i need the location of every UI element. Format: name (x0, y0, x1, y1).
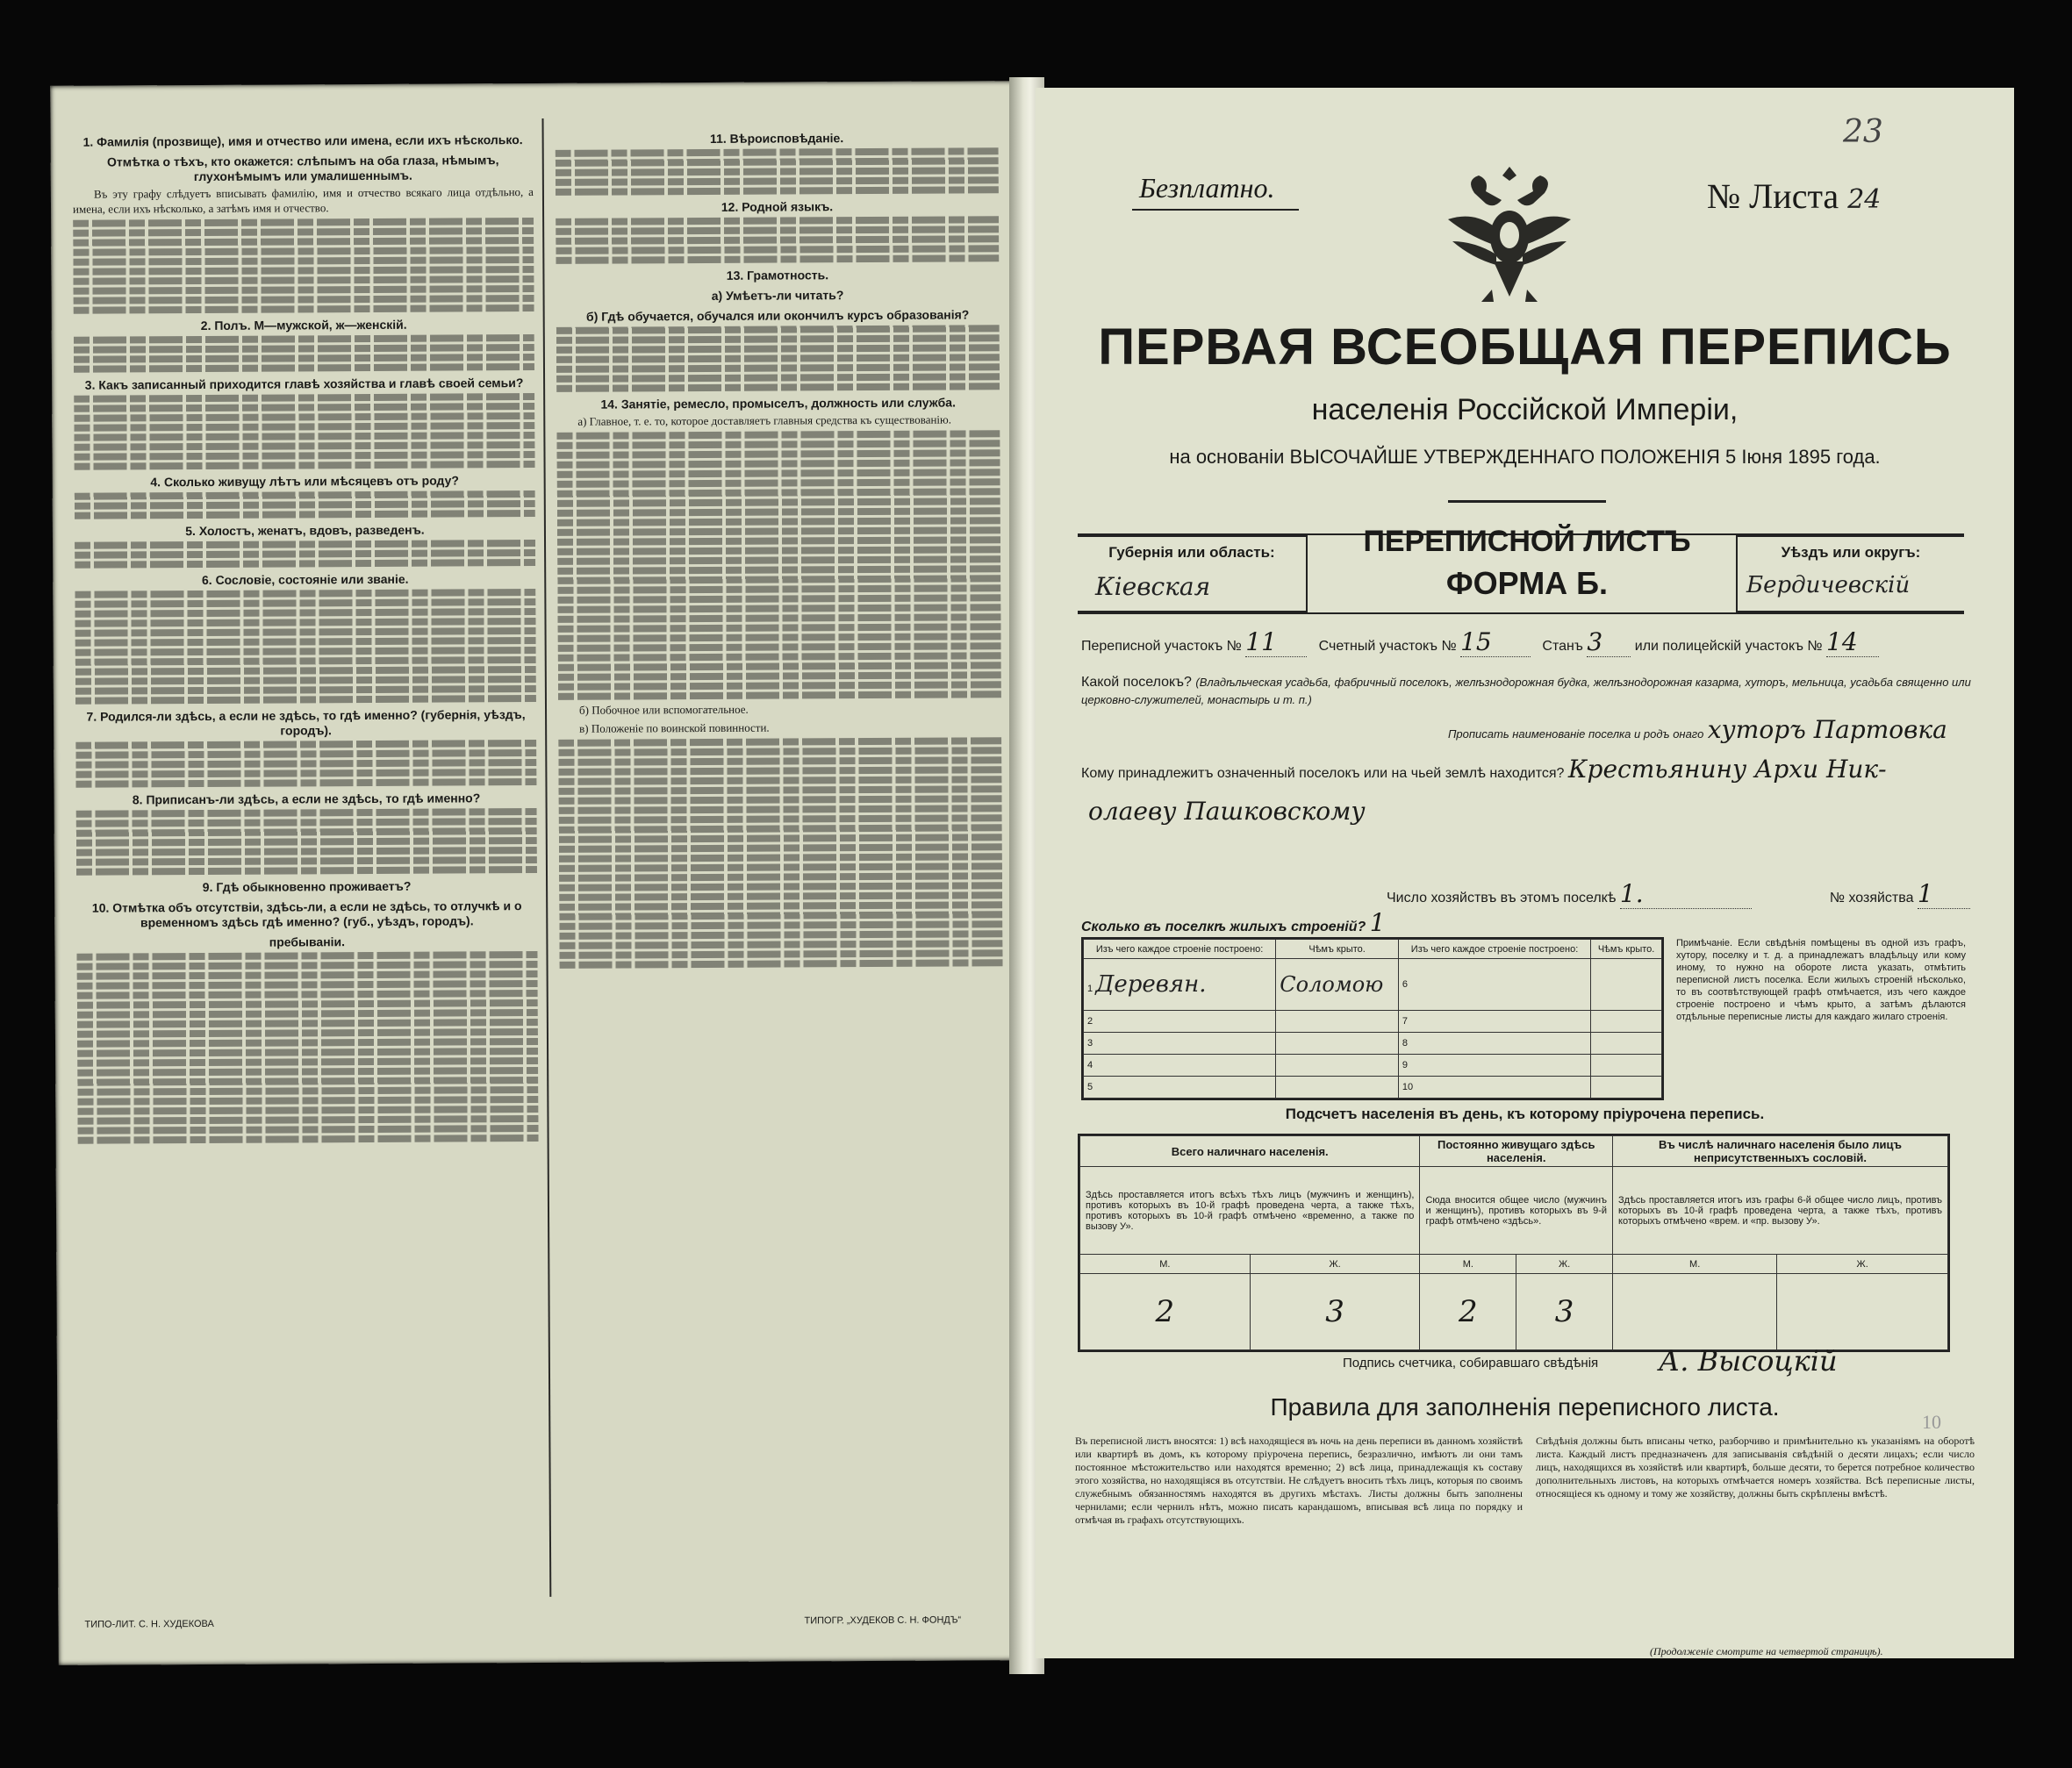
owner-row (1081, 755, 1887, 784)
building-material: Деревян. (1095, 971, 1207, 999)
continuation-note: (Продолженіе смотрите на четвертой страницѣ). (1650, 1645, 1883, 1657)
households-label: Число хозяйствъ въ этомъ поселкѣ (1387, 891, 1617, 905)
permanent-residents-desc: Сюда вносится общее число (мужчинъ и женщинъ), противъ которыхъ въ 9-й графѣ отмѣчено «здѣсь». (1420, 1167, 1613, 1255)
section-heading: а) Умѣетъ-ли читать? (711, 288, 844, 303)
row-number: 8 (1398, 1033, 1590, 1055)
section-heading: 14. Занятіе, ремесло, промыселъ, должность или служба. (600, 395, 956, 412)
census-district-value: 11 (1245, 627, 1307, 657)
building-roof: Соломою (1280, 972, 1384, 998)
sheet-number-value: 24 (1847, 184, 1882, 215)
rules-column-1: Въ переписной листъ вносятся: 1) всѣ находящіеся въ ночь на день переписи въ данномъ хозяйствѣ или квартирѣ въ домъ, къ которому пріурочена перепись, безразлично, имѣютъ ли они тамъ постоянное мѣстожительство или находятся временно; 2) всѣ лица, принадлежащія къ составу этого хозяйства, но находящіяся въ отсутствіи. Не слѣдуетъ вносить тѣхъ лицъ, которыя по своимъ служебнымъ обязанностямъ находятся въ другихъ мѣстахъ. Листы должны быть заполнены чернилами; если чернилъ нѣтъ, можно писать карандашомъ, вписывая всѣ лица по порядку и отмѣчая въ графахъ отсутствующихъ. (1075, 1435, 1523, 1526)
row-number: 5 (1084, 1077, 1276, 1099)
buildings-note: Примѣчаніе. Если свѣдѣнія помѣщены въ одной изъ графъ, хутору, поселку и т. д. а принадлежатъ владѣльцу или кому иному, то нужно на обороте листа указать, отмѣтить переписной листъ поселка. Если жилыхъ строеній нѣсколько, то въ соотвѣтствующей графѣ отмѣчается, изъ чего каждое строеніе построено и чѣмъ крыто, а затѣмъ дѣлаются отдѣльные переписные листы для каждаго жилаго строенія. (1676, 938, 1966, 1022)
population-table (1078, 1134, 1950, 1352)
settlement-value: хуторъ Партовка (1707, 715, 1947, 744)
section-heading: 11. Вѣроисповѣданіе. (709, 131, 844, 146)
free-underline (1132, 209, 1299, 211)
police-district-value: 14 (1826, 627, 1879, 657)
section-heading: 8. Приписанъ-ли здѣсь, а если не здѣсь, то гдѣ именно? (132, 791, 481, 807)
owner-row-2 (1088, 797, 1366, 826)
section-heading: 12. Родной языкъ. (721, 199, 834, 214)
double-headed-eagle-icon (1439, 158, 1580, 307)
gubernia-value: Кіевская (1095, 572, 1211, 601)
table-row (1084, 1011, 1662, 1033)
main-title: ПЕРВАЯ ВСЕОБЩАЯ ПЕРЕПИСЬ (1098, 319, 1952, 376)
count-district-value: 15 (1460, 627, 1531, 657)
buildings-label: Сколько въ поселкѣ жилыхъ строеній? (1081, 920, 1366, 934)
left-column-1 (73, 127, 541, 1595)
left-page (50, 81, 1023, 1665)
table-row (1084, 1077, 1662, 1099)
uezd-label: Уѣздъ или округъ: (1781, 544, 1921, 561)
household-number-label: № хозяйства (1829, 891, 1914, 905)
female-header: Ж. (1516, 1255, 1613, 1274)
rules-title: Правила для заполненія переписного листа. (1270, 1393, 1780, 1421)
section-heading: 5. Холостъ, женатъ, вдовъ, разведенъ. (185, 522, 425, 539)
settlement-label: Какой поселокъ? (1081, 675, 1192, 690)
table-row (1084, 959, 1662, 1011)
non-tax-female (1777, 1274, 1948, 1350)
police-district-label: или полицейскій участокъ № (1634, 639, 1823, 654)
male-header: М. (1613, 1255, 1777, 1274)
row-number: 3 (1084, 1033, 1276, 1055)
section-heading: 7. Родился-ли здѣсь, а если не здѣсь, то гдѣ именно? (губернія, уѣздъ, городъ). (86, 707, 526, 738)
settlement-value-row (1448, 715, 1947, 744)
permanent-female: 3 (1516, 1274, 1613, 1350)
section-heading: 10. Отмѣтка объ отсутствіи, здѣсь-ли, а если не здѣсь, то отлучкѣ и о временномъ здѣсь гдѣ именно? (губ., уѣздъ, городъ). (91, 898, 522, 930)
male-header: М. (1080, 1255, 1251, 1274)
row-number: 1 (1087, 984, 1093, 995)
row-number: 10 (1398, 1077, 1590, 1099)
section-heading: 3. Какъ записанный приходится главѣ хозяйства и главѣ своей семьи? (84, 376, 524, 392)
free-label: Безплатно. (1139, 172, 1275, 204)
signature-label: Подпись счетчика, собиравшаго свѣдѣнія (1343, 1356, 1599, 1371)
rules-column-2: Свѣдѣнія должны быть вписаны четко, разборчиво и примѣнительно къ указаніямъ на оборотѣ листа. Каждый листъ предназначенъ для записыванія свѣдѣній о десяти лицахъ; если число лицъ, находящихся въ хозяйствѣ или квартирѣ, больше десяти, то берется потребное количество дополнительныхъ листовъ, на которыхъ отмѣчается номеръ хозяйства. Всѣ переписные листы, относящіеся къ одному и тому же хозяйству, должны быть скрѣплены вмѣстѣ. (1536, 1435, 1975, 1500)
female-header: Ж. (1777, 1255, 1948, 1274)
section-heading: 6. Сословіе, состояніе или званіе. (201, 571, 409, 587)
total-present-male: 2 (1080, 1274, 1251, 1350)
permanent-residents-header: Постоянно живущаго здѣсь населенія. (1420, 1136, 1613, 1167)
settlement-row (1081, 674, 1976, 709)
sheet-number (1707, 175, 1881, 217)
section-heading: 4. Сколько живущу лѣтъ или мѣсяцевъ отъ роду? (150, 473, 459, 490)
enumerator-signature: А. Высоцкій (1659, 1344, 1838, 1378)
owner-value-2: олаеву Пашковскому (1088, 797, 1366, 826)
gubernia-label: Губернія или область: (1108, 544, 1275, 561)
population-count-heading: Подсчетъ населенія въ день, къ которому пріурочена перепись. (1285, 1106, 1765, 1122)
owner-value-1: Крестьянину Архи Ник- (1567, 755, 1887, 784)
section-heading: 2. Полъ. М—мужской, ж—женскій. (200, 317, 407, 333)
buildings-value: 1 (1369, 908, 1386, 937)
pencil-number: 23 (1843, 114, 1883, 150)
settlement-hint: (Владѣльческая усадьба, фабричный поселокъ, желѣзнодорожная будка, желѣзнодорожная казарма, хуторъ, мельница, усадьба священно или церковно-служителей, монастырь и т. п.) (1081, 676, 1971, 706)
section-text: б) Побочное или вспомогательное. (578, 702, 749, 717)
col-roof-header: Чѣмъ крыто. (1276, 940, 1399, 959)
row-number: 9 (1398, 1055, 1590, 1077)
printer-imprint: ТИПОГР. „ХУДЕКОВ С. Н. ФОНДЪ“ (804, 1614, 962, 1627)
settlement-name-hint: Прописать наименованіе поселка и родъ онаго (1448, 727, 1704, 741)
section-heading: 13. Грамотность. (726, 268, 829, 283)
household-number-value: 1 (1918, 879, 1970, 909)
table-row (1084, 1055, 1662, 1077)
printer-imprint: ТИПО-ЛИТ. С. Н. ХУДЕКОВА (84, 1618, 214, 1630)
row-number: 4 (1084, 1055, 1276, 1077)
margin-number: 10 (1922, 1411, 1941, 1433)
form-title: ФОРМА Б. (1445, 565, 1609, 601)
district-row (1081, 627, 1879, 657)
stan-label: Станъ (1542, 639, 1583, 654)
non-tax-estates-header: Въ числѣ наличнаго населенія было лицъ неприсутственныхъ сословій. (1613, 1136, 1948, 1167)
col-material-header: Изъ чего каждое строеніе построено: (1398, 940, 1590, 959)
section-heading: 1. Фамилія (прозвище), имя и отчество или имена, если ихъ нѣсколько. (82, 132, 523, 149)
count-district-label: Счетный участокъ № (1318, 639, 1457, 654)
total-present-female: 3 (1250, 1274, 1420, 1350)
row-number: 6 (1398, 959, 1590, 1011)
owner-label: Кому принадлежитъ означенный поселокъ или на чьей землѣ находится? (1081, 766, 1565, 781)
female-header: Ж. (1250, 1255, 1420, 1274)
uezd-box (1736, 535, 1964, 612)
legal-basis: на основаніи ВЫСОЧАЙШЕ УТВЕРЖДЕННАГО ПОЛОЖЕНІЯ 5 Іюня 1895 года. (1169, 446, 1881, 468)
total-present-header: Всего наличнаго населенія. (1080, 1136, 1420, 1167)
section-text: а) Главное, т. е. то, которое доставляетъ главныя средства къ существованію. (577, 412, 952, 428)
section-text: Въ эту графу слѣдуетъ вписывать фамилію, имя и отчество всякаго лица отдѣльно, а имена, если ихъ нѣсколько, а затѣмъ имя и отчество. (72, 185, 534, 216)
sheet-title: ПЕРЕПИСНОЙ ЛИСТЪ (1363, 525, 1691, 558)
col-material-header: Изъ чего каждое строеніе построено: (1084, 940, 1276, 959)
buildings-row (1081, 908, 1386, 937)
permanent-male: 2 (1420, 1274, 1516, 1350)
section-heading: Отмѣтка о тѣхъ, кто окажется: слѣпымъ на оба глаза, нѣмымъ, глухонѣмымъ или умалишеннымъ. (106, 153, 499, 184)
stan-value: 3 (1587, 627, 1631, 657)
sheet-number-label: № Листа (1707, 176, 1839, 216)
uezd-value: Бердичевскій (1746, 572, 1911, 598)
non-tax-male (1613, 1274, 1777, 1350)
non-tax-estates-desc: Здѣсь проставляется итогъ изъ графы 6-й общее число лицъ, противъ которыхъ въ 10-й графѣ проведена черта, а также тѣхъ, противъ которыхъ отмѣчено «врем. и «пр. вызову У». (1613, 1167, 1948, 1255)
male-header: М. (1420, 1255, 1516, 1274)
buildings-table (1081, 937, 1664, 1100)
section-text: в) Положеніе по воинской повинности. (579, 720, 770, 735)
total-present-desc: Здѣсь проставляется итогъ всѣхъ тѣхъ лицъ (мужчинъ и женщинъ), противъ которыхъ въ 10-й графѣ проведена черта, а также тѣхъ, противъ которыхъ въ 10-й графѣ отмѣчено «временно, а также по вызову У». (1080, 1167, 1420, 1255)
title-rule (1448, 500, 1606, 503)
row-number: 7 (1398, 1011, 1590, 1033)
section-heading: б) Гдѣ обучается, обучался или окончилъ курсъ образованія? (585, 307, 970, 324)
left-column-2 (556, 125, 1007, 1593)
households-value: 1. (1620, 879, 1752, 909)
subtitle: населенія Россійской Имперіи, (1311, 393, 1739, 426)
table-row (1084, 1033, 1662, 1055)
row-number: 2 (1084, 1011, 1276, 1033)
col-roof-header: Чѣмъ крыто. (1591, 940, 1662, 959)
right-page (1036, 88, 2014, 1658)
column-divider (541, 118, 551, 1597)
section-heading: пребываніи. (269, 934, 346, 949)
gubernia-box (1078, 535, 1308, 612)
section-heading: 9. Гдѣ обыкновенно проживаетъ? (202, 878, 412, 894)
households-row (1387, 879, 1970, 909)
census-district-label: Переписной участокъ № (1081, 639, 1242, 654)
